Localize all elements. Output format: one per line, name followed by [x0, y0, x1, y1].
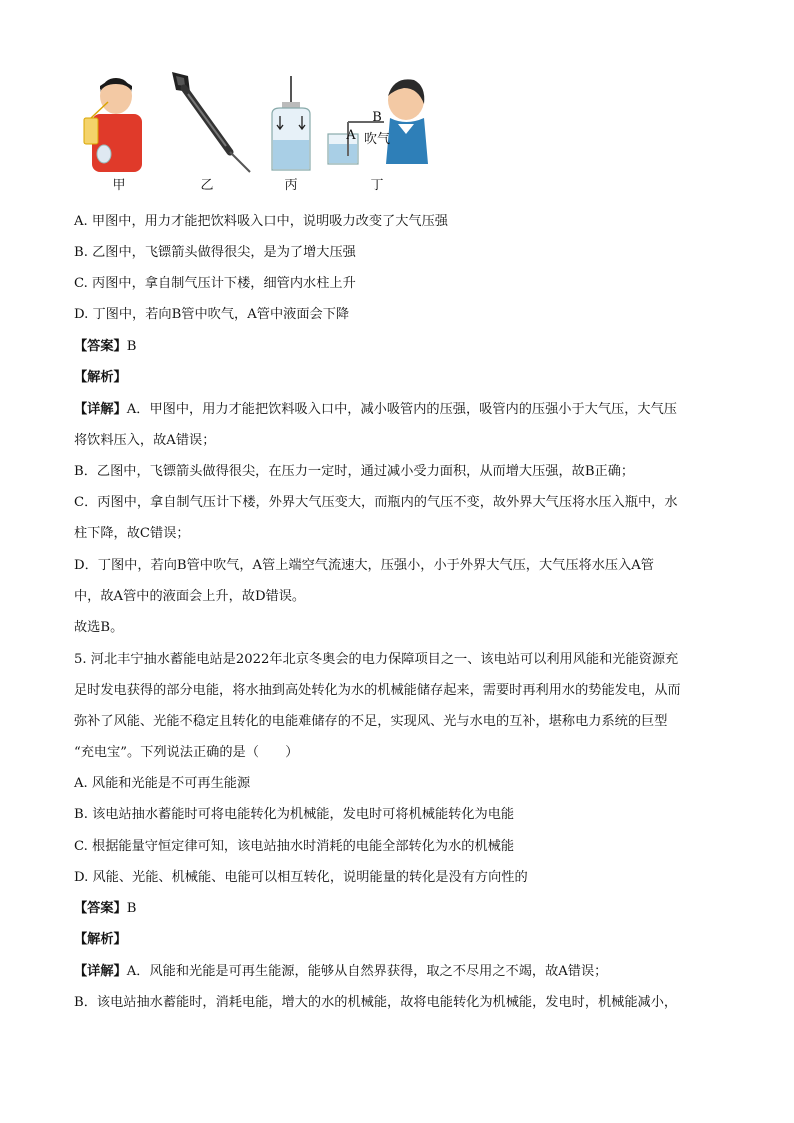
figure-label-bing: 丙 — [284, 178, 298, 193]
q4-answer-line — [74, 338, 136, 356]
q4-detail-tag: 【详解】 — [74, 402, 127, 417]
q4-detail-line-2: 将饮料压入，故A错误； — [74, 433, 216, 448]
q5-answer: B — [126, 901, 137, 916]
q4-answer-tag: 【答案】 — [74, 339, 127, 354]
figure-label-yi: 乙 — [200, 178, 214, 193]
q5-analysis-tag: 【解析】 — [74, 932, 127, 947]
q5-stem-line-2: 足时发电获得的部分电能，将水抽到高处转化为水的机械能储存起来，需要时再利用水的势能发电，从而 — [74, 683, 681, 698]
q5-option-d: D. 风能、光能、机械能、电能可以相互转化，说明能量的转化是没有方向性的 — [74, 870, 528, 885]
q4-option-b: B. 乙图中，飞镖箭头做得很尖，是为了增大压强 — [74, 245, 356, 260]
figure-label-ding: 丁 — [370, 178, 384, 193]
q4-detail-line-5: 柱下降，故C错误； — [74, 526, 190, 541]
q4-conclusion: 故选B。 — [74, 620, 124, 635]
q4-detail-line-3: B．乙图中，飞镖箭头做得很尖，在压力一定时，通过减小受力面积，从而增大压强，故B正确； — [74, 464, 635, 479]
figure-bing-barometer — [266, 74, 316, 174]
q5-option-a: A. 风能和光能是不可再生能源 — [74, 776, 251, 791]
q5-stem-line-3: 弥补了风能、光能不稳定且转化的电能难储存的不足，实现风、光与水电的互补，堪称电力系统的巨型 — [74, 714, 668, 729]
q4-analysis-tag: 【解析】 — [74, 370, 127, 385]
blow-label: 吹气 — [363, 132, 390, 147]
q5-answer-tag: 【答案】 — [74, 901, 127, 916]
q4-answer: B — [126, 339, 137, 354]
q4-option-d: D. 丁图中，若向B管中吹气，A管中液面会下降 — [74, 307, 350, 322]
q4-detail-line-4: C．丙图中，拿自制气压计下楼，外界大气压变大，而瓶内的气压不变，故外界大气压将水压入瓶中，水 — [74, 495, 678, 510]
q5-stem-line-4: “充电宝”。下列说法正确的是（ ） — [74, 745, 299, 760]
q5-option-c: C. 根据能量守恒定律可知，该电站抽水时消耗的电能全部转化为水的机械能 — [74, 839, 515, 854]
q5-stem-line-1: 5. 河北丰宁抽水蓄能电站是2022年北京冬奥会的电力保障项目之一、该电站可以利用风能和光能资源充 — [74, 652, 679, 667]
q4-detail-line-1: 【详解】A．甲图中，用力才能把饮料吸入口中，减小吸管内的压强，吸管内的压强小于大气压，大气压 — [74, 402, 677, 417]
tube-b-label: B — [372, 110, 382, 125]
q4-detail-line-6: D．丁图中，若向B管中吹气，A管上端空气流速大，压强小，小于外界大气压，大气压将水压入A管 — [74, 558, 654, 573]
q4-option-a: A. 甲图中，用力才能把饮料吸入口中，说明吸力改变了大气压强 — [74, 214, 448, 229]
q5-answer-line — [74, 900, 136, 918]
q4-detail-line-7: 中，故A管中的液面会上升，故D错误。 — [74, 589, 306, 604]
q4-option-c: C. 丙图中，拿自制气压计下楼，细管内水柱上升 — [74, 276, 356, 291]
figure-label-jia: 甲 — [112, 178, 126, 193]
figure-yi-dart — [166, 70, 254, 174]
tube-a-label: A — [346, 128, 356, 143]
q5-option-b: B. 该电站抽水蓄能时可将电能转化为机械能，发电时可将机械能转化为电能 — [74, 807, 515, 822]
q5-detail-tag: 【详解】 — [74, 964, 127, 979]
figure-strip — [74, 70, 434, 195]
q5-detail-line-1: 【详解】A．风能和光能是可再生能源，能够从自然界获得，取之不尽用之不竭，故A错误； — [74, 964, 608, 979]
q5-detail-line-2: B．该电站抽水蓄能时，消耗电能，增大的水的机械能，故将电能转化为机械能，发电时，机械能减小， — [74, 995, 678, 1010]
figure-jia-boy-drinking — [78, 74, 150, 174]
